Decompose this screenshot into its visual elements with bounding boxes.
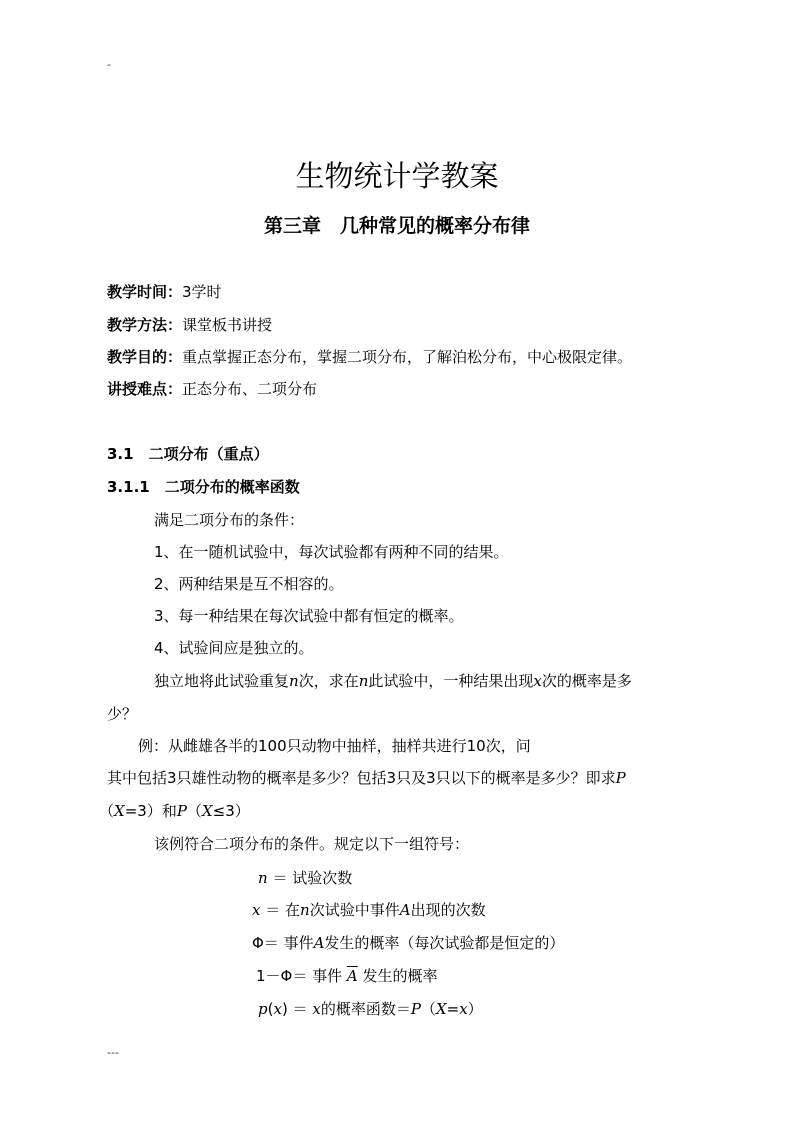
condition-item: 2、两种结果是互不相容的。 [154,575,344,593]
condition-item: 3、每一种结果在每次试验中都有恒定的概率。 [154,607,464,625]
notation-complement: 1－Φ＝ 事件 $\overline{A}$ 发生的概率 [256,967,438,985]
document-title: 生物统计学教案 [295,159,499,193]
example-line-1: 例：从雌雄各半的100只动物中抽样，抽样共进行10次，问 [138,737,531,755]
notation-probability-function: p(x) ＝ x的概率函数＝P（X=x） [258,1000,483,1018]
teaching-goal: 教学目的：重点掌握正态分布，掌握二项分布，了解泊松分布，中心极限定律。 [107,348,633,366]
chapter-title: 第三章 几种常见的概率分布律 [263,215,530,237]
notation-phi: Φ＝ 事件A发生的概率（每次试验都是恒定的） [252,934,565,952]
footer-mark: --- [107,1046,119,1059]
condition-item: 1、在一随机试验中，每次试验都有两种不同的结果。 [154,543,509,561]
header-mark: - [107,58,111,71]
example-line-3: （X=3）和P（X≤3） [99,802,250,820]
conditions-intro: 满足二项分布的条件： [154,511,305,529]
repeat-paragraph: 独立地将此试验重复n次，求在n此试验中，一种结果出现x次的概率是多 [154,672,632,690]
notation-n: n ＝ 试验次数 [258,869,353,887]
notation-x: x ＝ 在n次试验中事件A出现的次数 [252,901,486,919]
teaching-time: 教学时间：3学时 [107,283,222,301]
teaching-difficulty: 讲授难点：正态分布、二项分布 [107,380,318,398]
condition-item: 4、试验间应是独立的。 [154,639,314,657]
notation-intro: 该例符合二项分布的条件。规定以下一组符号： [154,835,470,853]
subsection-heading: 3.1.1 二项分布的概率函数 [107,478,300,496]
teaching-method: 教学方法：课堂板书讲授 [107,316,273,334]
a-bar-symbol: $\overline{A}$ [346,967,358,985]
section-heading: 3.1 二项分布（重点） [107,445,269,463]
example-line-2: 其中包括3只雄性动物的概率是多少？包括3只及3只以下的概率是多少？即求P [107,769,626,787]
repeat-paragraph-cont: 少？ [107,705,138,723]
